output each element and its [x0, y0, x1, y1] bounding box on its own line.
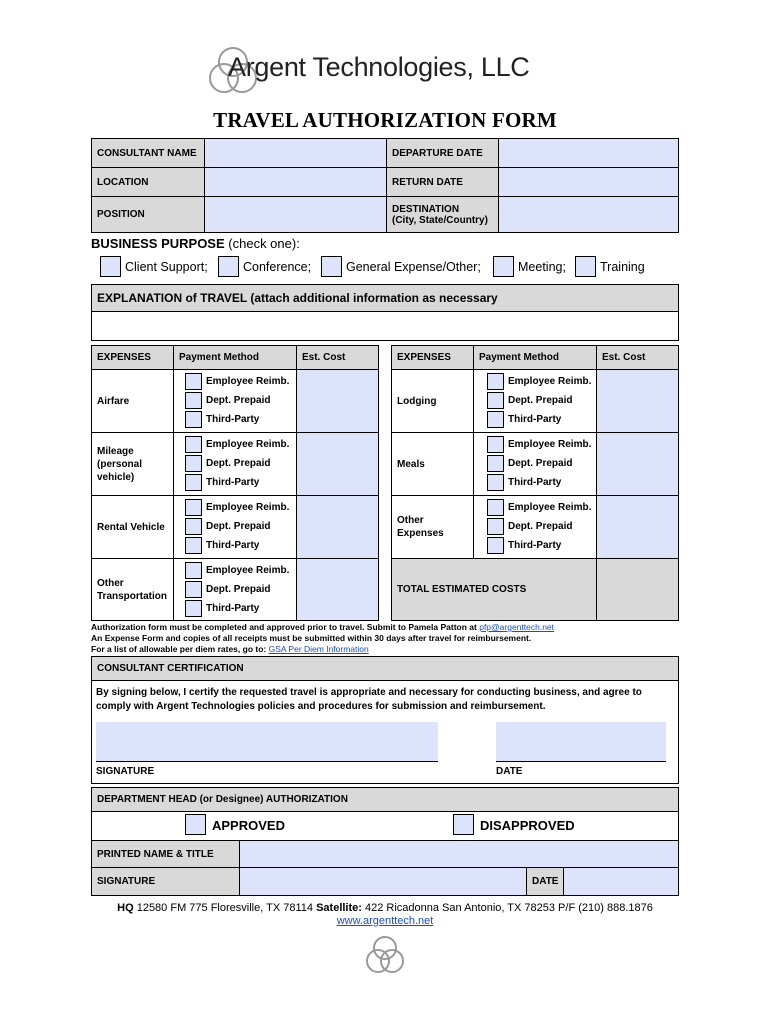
- hq-label: HQ: [117, 902, 134, 914]
- date-label: DATE: [496, 766, 523, 777]
- expense-row-airfare: Airfare: [91, 369, 174, 433]
- other-expenses-dept-prepaid-checkbox[interactable]: [487, 518, 504, 535]
- position-label: POSITION: [91, 196, 205, 233]
- mileage-employee-reimb-label: Employee Reimb.: [206, 439, 290, 450]
- expense-row-meals: Meals: [391, 432, 474, 496]
- airfare-third-party-checkbox[interactable]: [185, 411, 202, 428]
- other-expenses-employee-reimb-label: Employee Reimb.: [508, 502, 592, 513]
- rental-dept-prepaid-checkbox[interactable]: [185, 518, 202, 535]
- per-diem-note: [91, 644, 369, 654]
- lodging-employee-reimb-label: Employee Reimb.: [508, 376, 592, 387]
- rental-third-party-label: Third-Party: [206, 540, 260, 551]
- lodging-third-party-label: Third-Party: [508, 414, 562, 425]
- other-expenses-third-party-label: Third-Party: [508, 540, 562, 551]
- meals-third-party-label: Third-Party: [508, 477, 562, 488]
- lodging-third-party-checkbox[interactable]: [487, 411, 504, 428]
- lodging-employee-reimb-checkbox[interactable]: [487, 373, 504, 390]
- approval-row: [91, 811, 679, 841]
- destination-label: [386, 196, 499, 233]
- explanation-field[interactable]: [91, 311, 679, 341]
- disapproved-checkbox[interactable]: [453, 814, 474, 835]
- printed-name-field[interactable]: [239, 840, 679, 868]
- airfare-third-party-label: Third-Party: [206, 414, 260, 425]
- conference-label: Conference;: [243, 260, 312, 274]
- expense-row-other-expenses: Other Expenses: [391, 495, 474, 559]
- mileage-dept-prepaid-label: Dept. Prepaid: [206, 458, 271, 469]
- general-expense-label: General Expense/Other;: [346, 260, 481, 274]
- consultant-signature-field[interactable]: [96, 722, 438, 762]
- mileage-third-party-checkbox[interactable]: [185, 474, 202, 491]
- return-date-label: RETURN DATE: [386, 167, 499, 197]
- expense-row-rental: Rental Vehicle: [91, 495, 174, 559]
- dept-signature-label: SIGNATURE: [91, 867, 240, 896]
- dept-date-field[interactable]: [563, 867, 679, 896]
- dept-date-label: DATE: [526, 867, 564, 896]
- lodging-dept-prepaid-checkbox[interactable]: [487, 392, 504, 409]
- per-diem-note-text: For a list of allowable per diem rates, go to:: [91, 644, 269, 654]
- airfare-dept-prepaid-label: Dept. Prepaid: [206, 395, 271, 406]
- location-label: LOCATION: [91, 167, 205, 197]
- other-transport-third-party-checkbox[interactable]: [185, 600, 202, 617]
- hq-address: 12580 FM 775 Floresville, TX 78114: [136, 902, 314, 914]
- rental-third-party-checkbox[interactable]: [185, 537, 202, 554]
- destination-field[interactable]: [498, 196, 679, 233]
- consultant-name-label: CONSULTANT NAME: [91, 138, 205, 168]
- mileage-third-party-label: Third-Party: [206, 477, 260, 488]
- cost-field-rental[interactable]: [296, 495, 379, 559]
- meals-employee-reimb-checkbox[interactable]: [487, 436, 504, 453]
- disapproved-label: DISAPPROVED: [480, 818, 575, 833]
- airfare-employee-reimb-label: Employee Reimb.: [206, 376, 290, 387]
- business-purpose-label: BUSINESS PURPOSE: [91, 236, 225, 251]
- meals-third-party-checkbox[interactable]: [487, 474, 504, 491]
- submission-note: [91, 622, 554, 632]
- other-transport-dept-prepaid-checkbox[interactable]: [185, 581, 202, 598]
- general-expense-checkbox[interactable]: [321, 256, 342, 277]
- departure-date-field[interactable]: [498, 138, 679, 168]
- expense-row-other-transport: Other Transportation: [91, 558, 174, 621]
- meeting-checkbox[interactable]: [493, 256, 514, 277]
- approved-label: APPROVED: [212, 818, 285, 833]
- client-support-checkbox[interactable]: [100, 256, 121, 277]
- meals-dept-prepaid-checkbox[interactable]: [487, 455, 504, 472]
- consultant-name-field[interactable]: [204, 138, 387, 168]
- mileage-employee-reimb-checkbox[interactable]: [185, 436, 202, 453]
- expense-row-lodging: Lodging: [391, 369, 474, 433]
- approved-checkbox[interactable]: [185, 814, 206, 835]
- meals-dept-prepaid-label: Dept. Prepaid: [508, 458, 573, 469]
- cost-field-lodging[interactable]: [596, 369, 679, 433]
- meeting-label: Meeting;: [518, 260, 566, 274]
- dept-signature-field[interactable]: [239, 867, 527, 896]
- other-transport-dept-prepaid-label: Dept. Prepaid: [206, 584, 271, 595]
- airfare-dept-prepaid-checkbox[interactable]: [185, 392, 202, 409]
- footer-address: [0, 902, 770, 914]
- payment-method-header-right: Payment Method: [473, 345, 597, 370]
- destination-label-text: DESTINATION: [392, 203, 460, 215]
- certification-title: CONSULTANT CERTIFICATION: [91, 656, 679, 681]
- lodging-dept-prepaid-label: Dept. Prepaid: [508, 395, 573, 406]
- other-expenses-employee-reimb-checkbox[interactable]: [487, 499, 504, 516]
- expenses-header-right: EXPENSES: [391, 345, 474, 370]
- total-costs-field[interactable]: [596, 558, 679, 621]
- cost-field-meals[interactable]: [596, 432, 679, 496]
- printed-name-label: PRINTED NAME & TITLE: [91, 840, 240, 868]
- satellite-label: Satellite:: [316, 902, 362, 914]
- cost-field-airfare[interactable]: [296, 369, 379, 433]
- per-diem-link[interactable]: GSA Per Diem Information: [268, 644, 369, 654]
- consultant-date-field[interactable]: [496, 722, 666, 762]
- explanation-title: EXPLANATION of TRAVEL (attach additional information as necessary: [91, 284, 679, 312]
- meals-employee-reimb-label: Employee Reimb.: [508, 439, 592, 450]
- company-name: Argent Technologies, LLC: [228, 52, 530, 82]
- est-cost-header-left: Est. Cost: [296, 345, 379, 370]
- footer-website-row: [0, 915, 770, 927]
- business-purpose-hint: (check one):: [228, 236, 300, 251]
- client-support-label: Client Support;: [125, 260, 208, 274]
- certification-statement: By signing below, I certify the requested travel is appropriate and necessary for conducting business, and agree to comply with Argent Technologies policies and procedures for submission and reimbursement.: [96, 687, 642, 712]
- email-link[interactable]: pfp@argenttech.net: [479, 622, 555, 632]
- rental-employee-reimb-label: Employee Reimb.: [206, 502, 290, 513]
- form-title: TRAVEL AUTHORIZATION FORM: [213, 108, 557, 132]
- company-logo: [200, 40, 580, 110]
- other-expenses-third-party-checkbox[interactable]: [487, 537, 504, 554]
- other-transport-third-party-label: Third-Party: [206, 603, 260, 614]
- rental-dept-prepaid-label: Dept. Prepaid: [206, 521, 271, 532]
- other-transport-employee-reimb-checkbox[interactable]: [185, 562, 202, 579]
- airfare-employee-reimb-checkbox[interactable]: [185, 373, 202, 390]
- training-label: Training: [600, 260, 645, 274]
- rental-employee-reimb-checkbox[interactable]: [185, 499, 202, 516]
- signature-label: SIGNATURE: [96, 766, 155, 777]
- location-field[interactable]: [204, 167, 387, 197]
- destination-label-sub: (City, State/Country): [392, 214, 488, 226]
- expense-row-mileage: Mileage (personal vehicle): [91, 432, 174, 496]
- total-costs-label: TOTAL ESTIMATED COSTS: [391, 558, 597, 621]
- submission-note-text: Authorization form must be completed and approved prior to travel. Submit to Pamela Patton at: [91, 622, 480, 632]
- business-purpose-title: [91, 236, 300, 251]
- est-cost-header-right: Est. Cost: [596, 345, 679, 370]
- payment-method-header-left: Payment Method: [173, 345, 297, 370]
- cost-field-other-transport[interactable]: [296, 558, 379, 621]
- expenses-header-left: EXPENSES: [91, 345, 174, 370]
- other-transport-employee-reimb-label: Employee Reimb.: [206, 565, 290, 576]
- satellite-address: 422 Ricadonna San Antonio, TX 78253 P/F (210) 888.1876: [365, 902, 653, 914]
- training-checkbox[interactable]: [575, 256, 596, 277]
- other-expenses-dept-prepaid-label: Dept. Prepaid: [508, 521, 573, 532]
- departure-date-label: DEPARTURE DATE: [386, 138, 499, 168]
- website-link[interactable]: www.argenttech.net: [336, 915, 434, 927]
- mileage-dept-prepaid-checkbox[interactable]: [185, 455, 202, 472]
- cost-field-other-expenses[interactable]: [596, 495, 679, 559]
- return-date-field[interactable]: [498, 167, 679, 197]
- footer-logo-icon: [360, 932, 410, 982]
- expense-form-note: An Expense Form and copies of all receipts must be submitted within 30 days after travel for reimbursement.: [91, 633, 532, 643]
- conference-checkbox[interactable]: [218, 256, 239, 277]
- authorization-title: DEPARTMENT HEAD (or Designee) AUTHORIZATION: [91, 787, 679, 812]
- position-field[interactable]: [204, 196, 387, 233]
- cost-field-mileage[interactable]: [296, 432, 379, 496]
